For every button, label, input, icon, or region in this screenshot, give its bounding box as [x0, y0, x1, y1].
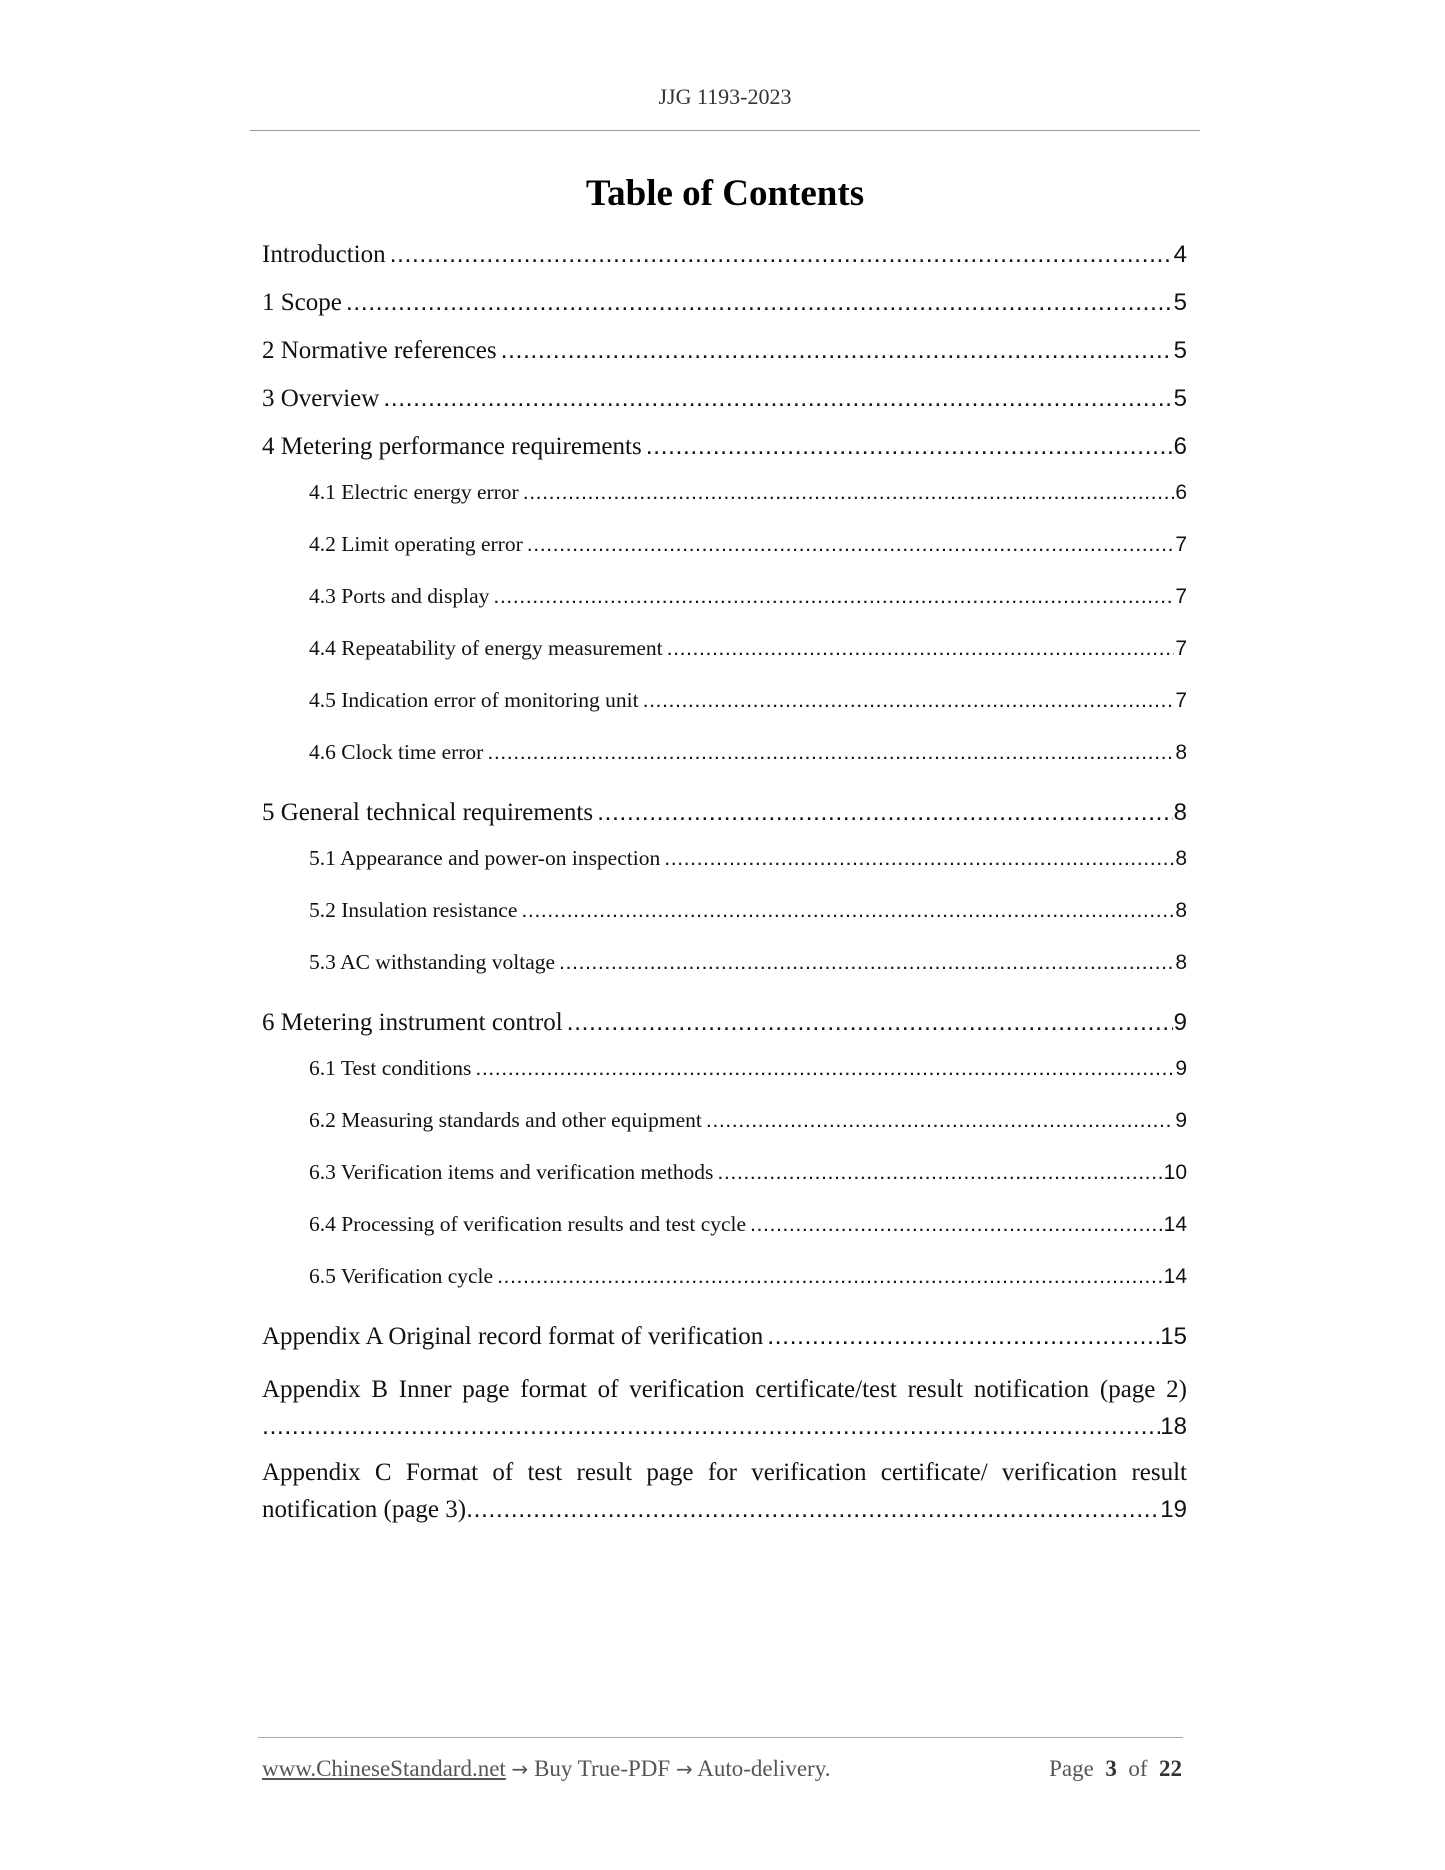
toc-entry[interactable]	[262, 584, 1187, 636]
toc-entry-label: 6.2 Measuring standards and other equipment	[309, 1108, 702, 1132]
toc-entry-label: Appendix A Original record format of verification	[262, 1323, 764, 1350]
toc-entry-page: 7	[1175, 585, 1187, 608]
toc-entry[interactable]	[262, 384, 1187, 432]
toc-leader-dots	[346, 288, 1173, 317]
toc-entry-page: 8	[1175, 847, 1187, 870]
toc-entry-page: 6	[1173, 433, 1187, 460]
arrow-right-icon: →	[511, 1757, 529, 1781]
buy-pdf-text: Buy True-PDF	[534, 1756, 671, 1781]
header-divider	[250, 130, 1200, 131]
toc-entry-page: 6	[1175, 481, 1187, 504]
toc-entry[interactable]	[262, 1008, 1187, 1056]
toc-entry-page: 10	[1163, 1161, 1187, 1184]
toc-entry-page: 9	[1173, 1009, 1187, 1036]
toc-entry-label: 4.1 Electric energy error	[309, 480, 519, 504]
toc-entry-label: 4.5 Indication error of monitoring unit	[309, 688, 639, 712]
of-word: of	[1128, 1756, 1148, 1781]
toc-entry-label: 1 Scope	[262, 289, 342, 316]
toc-leader-dots	[501, 336, 1173, 365]
toc-entry-page: 7	[1175, 689, 1187, 712]
toc-entry-label: 5.3 AC withstanding voltage	[309, 950, 556, 974]
total-pages: 22	[1159, 1756, 1182, 1781]
toc-entry-label: Appendix B Inner page format of verification certificate/test result notification (page 2)	[262, 1376, 1187, 1403]
toc-leader-dots	[643, 688, 1175, 713]
toc-entry[interactable]	[262, 288, 1187, 336]
toc-entry-page: 14	[1163, 1265, 1187, 1288]
toc-entry-page: 19	[1160, 1496, 1187, 1523]
arrow-right-icon: →	[675, 1757, 693, 1781]
toc-entry-appendix-b[interactable]	[262, 1372, 1187, 1445]
footer-divider	[258, 1737, 1183, 1738]
toc-entry-label: 3 Overview	[262, 385, 380, 412]
toc-leader-dots	[706, 1108, 1174, 1133]
toc-leader-dots	[527, 532, 1175, 557]
toc-entry[interactable]	[262, 898, 1187, 950]
toc-entry-label: 6 Metering instrument control	[262, 1009, 563, 1036]
toc-entry[interactable]	[262, 480, 1187, 532]
document-code-header: JJG 1193-2023	[658, 84, 792, 109]
toc-leader-dots	[664, 846, 1174, 871]
toc-entry-appendix-c[interactable]	[262, 1455, 1187, 1528]
toc-entry[interactable]	[262, 846, 1187, 898]
toc-leader-dots	[487, 740, 1174, 765]
toc-entries	[262, 240, 1187, 1370]
toc-entry[interactable]	[262, 1056, 1187, 1108]
toc-entry-page: 15	[1160, 1323, 1187, 1350]
toc-entry-label: 5.2 Insulation resistance	[309, 898, 518, 922]
toc-entry[interactable]	[262, 1108, 1187, 1160]
toc-entry-page: 8	[1175, 741, 1187, 764]
toc-leader-dots	[521, 898, 1174, 923]
toc-leader-dots	[667, 636, 1175, 661]
toc-entry[interactable]	[262, 1212, 1187, 1264]
toc-entry-page: 14	[1163, 1213, 1187, 1236]
toc-entry-page: 8	[1175, 951, 1187, 974]
current-page: 3	[1105, 1756, 1117, 1781]
toc-leader-dots	[493, 584, 1174, 609]
toc-entry[interactable]	[262, 688, 1187, 740]
toc-leader-dots	[559, 950, 1174, 975]
page-footer	[262, 1756, 1182, 1782]
toc-entry-page: 18	[1160, 1413, 1187, 1440]
site-link[interactable]: www.ChineseStandard.net	[262, 1756, 506, 1781]
toc-leader-dots	[767, 1322, 1159, 1351]
toc-entry-label-continued: notification (page 3)	[262, 1496, 467, 1523]
toc-leader-dots	[383, 384, 1172, 413]
toc-leader-dots	[597, 798, 1173, 827]
toc-leader-dots	[646, 432, 1173, 461]
toc-leader-dots	[466, 1491, 1160, 1527]
toc-leader-dots	[262, 1408, 1160, 1444]
toc-leader-dots	[475, 1056, 1174, 1081]
footer-promo	[262, 1756, 830, 1782]
toc-leader-dots	[750, 1212, 1163, 1237]
auto-delivery-text: Auto-delivery.	[697, 1756, 831, 1781]
toc-leader-dots	[717, 1160, 1162, 1185]
toc-leader-dots	[497, 1264, 1163, 1289]
toc-entry-label: 5 General technical requirements	[262, 799, 594, 826]
toc-entry-page: 9	[1175, 1057, 1187, 1080]
toc-entry[interactable]	[262, 636, 1187, 688]
toc-entry[interactable]	[262, 740, 1187, 792]
toc-entry[interactable]	[262, 798, 1187, 846]
toc-entry-label: 4 Metering performance requirements	[262, 433, 642, 460]
toc-leader-dots	[390, 240, 1173, 269]
toc-entry-label: 6.1 Test conditions	[309, 1056, 472, 1080]
toc-entry[interactable]	[262, 1322, 1187, 1370]
toc-entry-label: 6.5 Verification cycle	[309, 1264, 494, 1288]
toc-entry[interactable]	[262, 432, 1187, 480]
page-number-indicator	[1049, 1756, 1182, 1782]
toc-entry-label: Introduction	[262, 241, 386, 268]
toc-entry-page: 5	[1173, 289, 1187, 316]
toc-entry-page: 5	[1173, 385, 1187, 412]
toc-entry-label: 6.3 Verification items and verification methods	[309, 1160, 714, 1184]
toc-entry-label: 4.6 Clock time error	[309, 740, 484, 764]
toc-entry-page: 7	[1175, 637, 1187, 660]
toc-leader-dots	[567, 1008, 1173, 1037]
toc-entry-page: 8	[1173, 799, 1187, 826]
toc-entry[interactable]	[262, 240, 1187, 288]
toc-entry[interactable]	[262, 1160, 1187, 1212]
toc-entry-page: 8	[1175, 899, 1187, 922]
toc-leader-dots	[523, 480, 1175, 505]
toc-entry-label: 5.1 Appearance and power-on inspection	[309, 846, 661, 870]
toc-entry-label: 4.2 Limit operating error	[309, 532, 523, 556]
toc-entry-label: 4.4 Repeatability of energy measurement	[309, 636, 663, 660]
toc-entry-page: 5	[1173, 337, 1187, 364]
toc-entry-label: 6.4 Processing of verification results and test cycle	[309, 1212, 747, 1236]
toc-entry-label: Appendix C Format of test result page for verification certificate/ verification result	[262, 1459, 1187, 1486]
page-title: Table of Contents	[585, 173, 865, 214]
toc-entry-page: 7	[1175, 533, 1187, 556]
toc-entry[interactable]	[262, 336, 1187, 384]
toc-entry[interactable]	[262, 1264, 1187, 1316]
toc-entry-label: 4.3 Ports and display	[309, 584, 490, 608]
toc-entry-page: 4	[1173, 241, 1187, 268]
table-of-contents	[262, 240, 1187, 1538]
page-word: Page	[1049, 1756, 1094, 1781]
toc-entry-label: 2 Normative references	[262, 337, 497, 364]
toc-entry[interactable]	[262, 950, 1187, 1002]
toc-entry[interactable]	[262, 532, 1187, 584]
toc-entry-page: 9	[1175, 1109, 1187, 1132]
